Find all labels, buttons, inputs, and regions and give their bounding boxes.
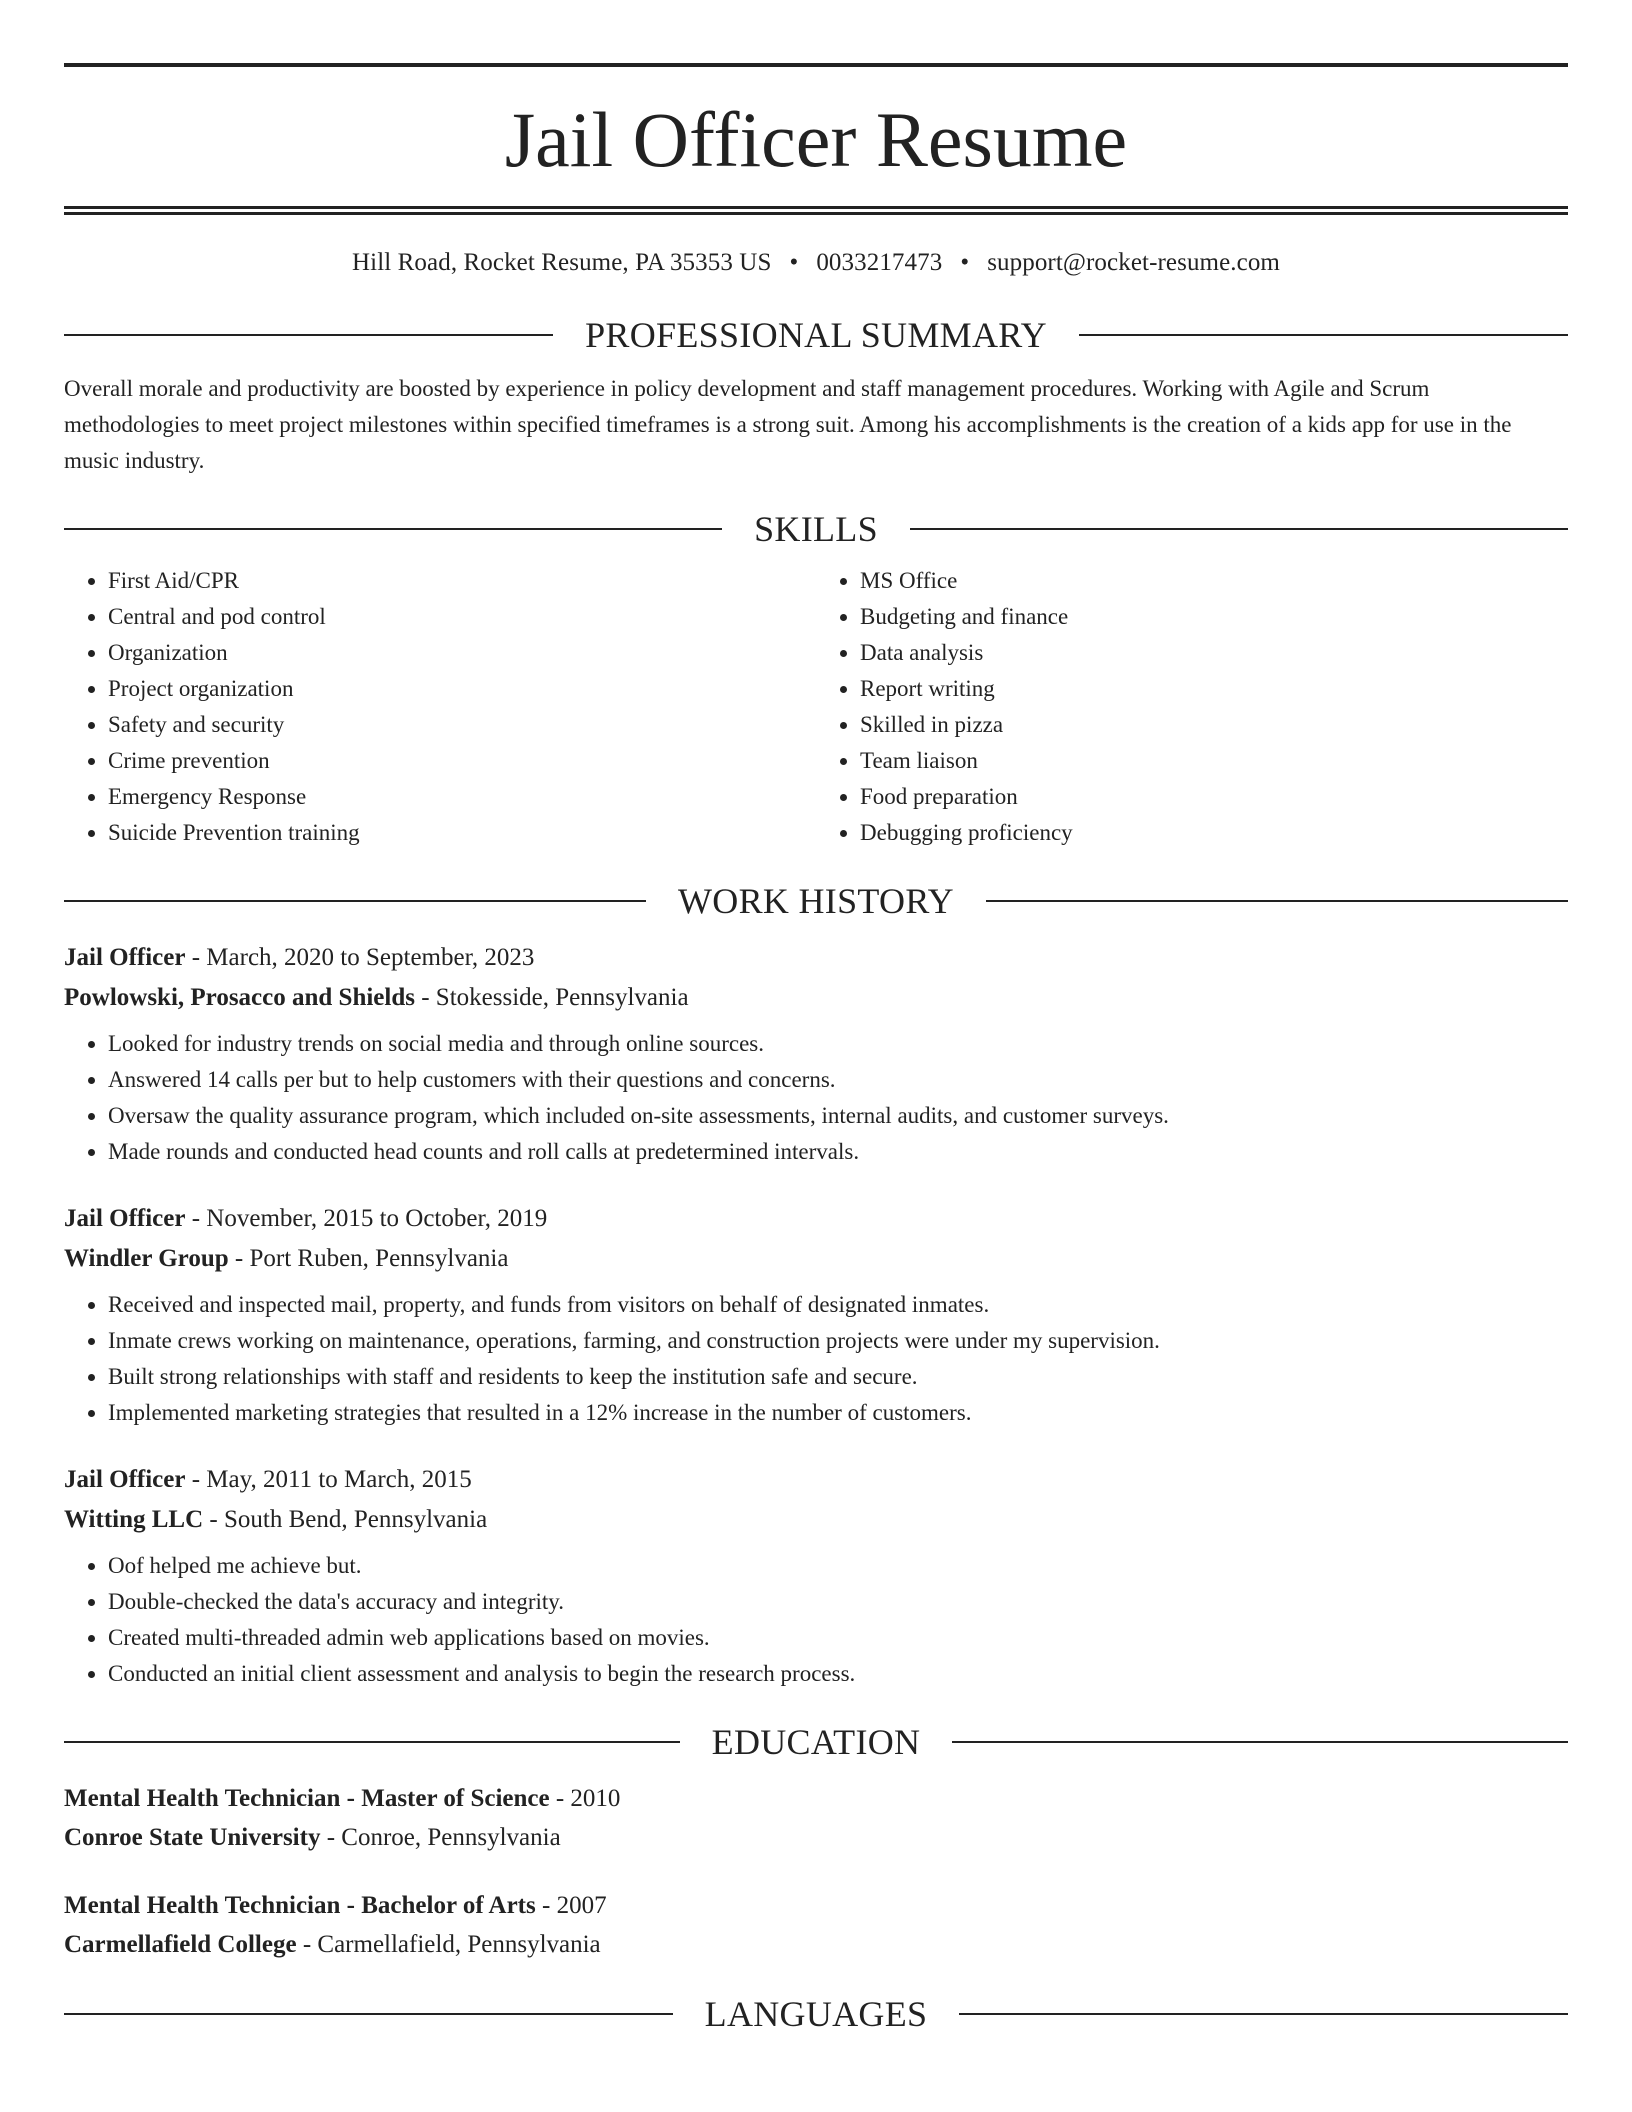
job-bullet: • Double-checked the data's accuracy and integrity. (108, 1584, 1568, 1620)
job-company: Powlowski, Prosacco and Shields (64, 984, 415, 1011)
contact-separator: • (789, 249, 799, 276)
job-title: Jail Officer (64, 1466, 186, 1493)
heading-rule (1079, 334, 1568, 336)
contact-separator: • (960, 249, 970, 276)
skill-item: • Budgeting and finance (860, 599, 1568, 635)
resume-title: Jail Officer Resume (504, 96, 1128, 183)
skill-item: • Data analysis (860, 635, 1568, 671)
contact-line (64, 249, 1568, 285)
job-bullet: • Looked for industry trends on social media and through online sources. (108, 1026, 1568, 1062)
job-entry (64, 1199, 1568, 1431)
job-bullet: • Oof helped me achieve but. (108, 1548, 1568, 1584)
skill-item: • MS Office (860, 563, 1568, 599)
job-location: - Stokesside, Pennsylvania (414, 984, 689, 1011)
job-entry (64, 938, 1568, 1170)
education-location: - Carmellafield, Pennsylvania (296, 1931, 601, 1958)
skill-item: • Central and pod control (108, 599, 816, 635)
job-bullet: • Conducted an initial client assessment and analysis to begin the research process. (108, 1656, 1568, 1692)
job-bullet: • Created multi-threaded admin web applications based on movies. (108, 1620, 1568, 1656)
skill-item: • Safety and security (108, 707, 816, 743)
heading-rule (986, 900, 1568, 902)
skill-item: • Organization (108, 635, 816, 671)
job-bullet: • Built strong relationships with staff and residents to keep the institution safe and secure. (108, 1359, 1568, 1395)
education-degree-line (64, 1779, 1568, 1818)
section-title: LANGUAGES (704, 1994, 928, 2034)
section-title: WORK HISTORY (678, 881, 954, 921)
job-bullets (64, 1548, 1568, 1692)
section-heading-skills (64, 505, 1568, 553)
education-degree: Mental Health Technician - Master of Science (64, 1785, 550, 1812)
job-entry (64, 1460, 1568, 1692)
heading-rule (64, 1741, 680, 1743)
education-school-line (64, 1818, 1568, 1857)
education-school: Carmellafield College (64, 1931, 297, 1958)
job-company: Windler Group (64, 1245, 229, 1272)
heading-rule (64, 528, 722, 530)
heading-rule (959, 2013, 1568, 2015)
skill-item: • Food preparation (860, 779, 1568, 815)
top-rule (64, 63, 1568, 67)
skill-item: • Report writing (860, 671, 1568, 707)
section-title: SKILLS (754, 509, 878, 549)
job-bullet: • Made rounds and conducted head counts and roll calls at predetermined intervals. (108, 1134, 1568, 1170)
job-bullets (64, 1287, 1568, 1431)
job-dates: - May, 2011 to March, 2015 (185, 1466, 472, 1493)
job-title: Jail Officer (64, 944, 186, 971)
contact-address: Hill Road, Rocket Resume, PA 35353 US (352, 249, 772, 276)
skills-list (64, 563, 1568, 851)
heading-rule (952, 1741, 1568, 1743)
job-bullet: • Oversaw the quality assurance program, which included on-site assessments, internal audits, and customer surveys. (108, 1098, 1568, 1134)
education-location: - Conroe, Pennsylvania (320, 1824, 561, 1851)
summary-text: Overall morale and productivity are boosted by experience in policy development and staff management procedures. Working with Agile and Scrum methodologies to meet project milestones within specified timeframes is a strong suit. Among his accomplishments is the creation of a kids app for use in the music industry. (64, 376, 1512, 473)
job-company-line (64, 1239, 1568, 1279)
job-company-line (64, 1500, 1568, 1540)
skill-item: • Debugging proficiency (860, 815, 1568, 851)
job-title-line (64, 1199, 1568, 1239)
heading-rule (64, 2013, 673, 2015)
job-bullet: • Implemented marketing strategies that resulted in a 12% increase in the number of customers. (108, 1395, 1568, 1431)
section-title: PROFESSIONAL SUMMARY (585, 315, 1047, 355)
contact-phone: 0033217473 (816, 249, 943, 276)
education-year: - 2010 (549, 1785, 621, 1812)
education-degree: Mental Health Technician - Bachelor of Arts (64, 1892, 536, 1919)
skill-item: • Suicide Prevention training (108, 815, 816, 851)
skill-item: • Crime prevention (108, 743, 816, 779)
skills-column-right (816, 563, 1568, 851)
education-degree-line (64, 1886, 1568, 1925)
job-company: Witting LLC (64, 1506, 204, 1533)
skill-item: • Emergency Response (108, 779, 816, 815)
section-heading-work (64, 877, 1568, 925)
skill-item: • Skilled in pizza (860, 707, 1568, 743)
job-title-line (64, 938, 1568, 978)
heading-rule (910, 528, 1568, 530)
section-title: EDUCATION (711, 1722, 921, 1762)
education-school: Conroe State University (64, 1824, 321, 1851)
job-bullets (64, 1026, 1568, 1170)
section-heading-education (64, 1718, 1568, 1766)
education-year: - 2007 (535, 1892, 607, 1919)
education-entry (64, 1886, 1568, 1964)
skill-item: • Project organization (108, 671, 816, 707)
resume-page (64, 0, 1568, 2038)
job-bullet: • Inmate crews working on maintenance, operations, farming, and construction projects were under my supervision. (108, 1323, 1568, 1359)
job-title-line (64, 1460, 1568, 1500)
job-bullet: • Received and inspected mail, property, and funds from visitors on behalf of designated inmates. (108, 1287, 1568, 1323)
section-heading-summary (64, 311, 1568, 359)
section-heading-languages (64, 1990, 1568, 2038)
skills-column-left (64, 563, 816, 851)
job-company-line (64, 978, 1568, 1018)
skill-item: • Team liaison (860, 743, 1568, 779)
job-dates: - November, 2015 to October, 2019 (185, 1205, 548, 1232)
skill-item: • First Aid/CPR (108, 563, 816, 599)
education-entry (64, 1779, 1568, 1857)
heading-rule (64, 334, 553, 336)
job-title: Jail Officer (64, 1205, 186, 1232)
heading-rule (64, 900, 646, 902)
title-double-rule (64, 206, 1568, 215)
education-school-line (64, 1925, 1568, 1964)
job-location: - Port Ruben, Pennsylvania (228, 1245, 509, 1272)
job-dates: - March, 2020 to September, 2023 (185, 944, 535, 971)
contact-email: support@rocket-resume.com (987, 249, 1280, 276)
job-bullet: • Answered 14 calls per but to help customers with their questions and concerns. (108, 1062, 1568, 1098)
job-location: - South Bend, Pennsylvania (203, 1506, 488, 1533)
